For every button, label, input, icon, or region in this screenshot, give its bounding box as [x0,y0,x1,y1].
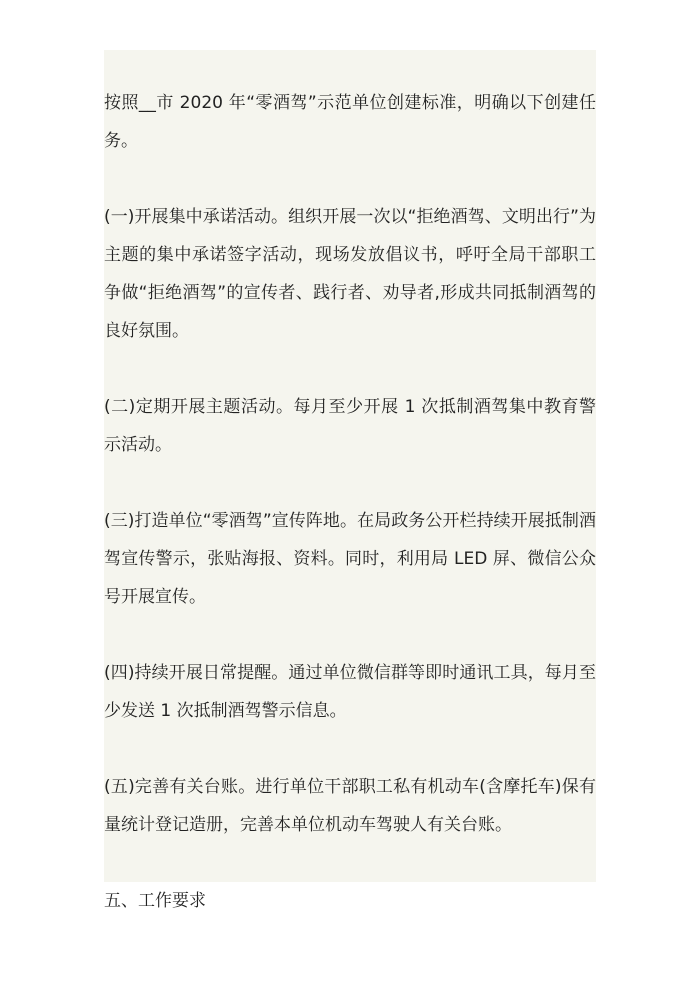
task-five-paragraph: (五)完善有关台账。进行单位干部职工私有机动车(含摩托车)保有量统计登记造册，完善本单位机动车驾驶人有关台账。 [104,777,596,835]
task-one-paragraph: (一)开展集中承诺活动。组织开展一次以“拒绝酒驾、文明出行”为主题的集中承诺签字活动，现场发放倡议书，呼吁全局干部职工争做“拒绝酒驾”的宣传者、践行者、劝导者,形成共同抵制酒驾的良好氛围。 [104,207,596,341]
task-three-paragraph: (三)打造单位“零酒驾”宣传阵地。在局政务公开栏持续开展抵制酒驾宣传警示，张贴海报、资料。同时，利用局 LED 屏、微信公众号开展宣传。 [104,511,596,607]
document-body [104,84,596,920]
section-heading: 五、工作要求 [104,891,206,911]
task-two-paragraph: (二)定期开展主题活动。每月至少开展 1 次抵制酒驾集中教育警示活动。 [104,397,596,455]
intro-paragraph: 按照__市 2020 年“零酒驾”示范单位创建标准，明确以下创建任务。 [104,93,596,151]
task-four-paragraph: (四)持续开展日常提醒。通过单位微信群等即时通讯工具，每月至少发送 1 次抵制酒驾警示信息。 [104,663,596,721]
